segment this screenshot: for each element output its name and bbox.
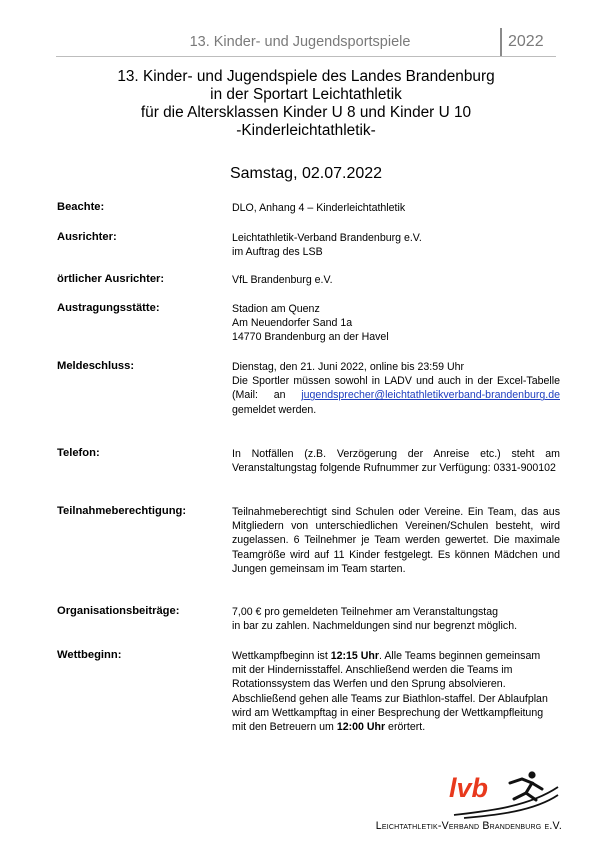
label-oertlicher-ausrichter: örtlicher Ausrichter: — [57, 273, 165, 285]
wettbeginn-start-time: 12:15 Uhr — [330, 650, 380, 662]
title-line-1: 13. Kinder- und Jugendspiele des Landes Brandenburg — [117, 68, 495, 85]
label-organisationsbeitraege: Organisationsbeiträge: — [57, 605, 180, 617]
ausrichter-line-1: Leichtathletik-Verband Brandenburg e.V. — [232, 232, 422, 244]
header-year: 2022 — [508, 33, 544, 50]
value-austragungsstaette — [232, 302, 560, 345]
lvb-logo-mark: lvb — [449, 773, 489, 803]
title-line-4: -Kinderleichtathletik- — [236, 122, 376, 139]
label-telefon: Telefon: — [57, 447, 100, 459]
wettbeginn-text-pre: Wettkampfbeginn ist — [232, 650, 331, 662]
value-telefon: In Notfällen (z.B. Verzögerung der Anreise etc.) steht am Veranstaltungstag folgende Rufnummer zur Verfügung: 0331-900102 — [232, 448, 560, 475]
wettbeginn-text-mid: . Alle Teams beginnen gemeinsam mit der Hindernisstaffel. Anschließend werden die Teams im Rotationssystem das Werfen und den Sprung absolvieren. Abschließend gehen alle Teams zur Biathlon-staffel. Der Ablaufplan wird am Wettkampftag in einer Besprechung der Wettkampfleitung mit den Betreuern um — [232, 650, 548, 734]
beitrag-line-1: 7,00 € pro gemeldeten Teilnehmer am Veranstaltungstag — [232, 606, 498, 618]
lvb-logo — [448, 767, 560, 819]
header-rule — [56, 56, 556, 57]
wettbeginn-meeting-time: 12:00 Uhr — [336, 721, 386, 734]
value-teilnahmeberechtigung: Teilnahmeberechtigt sind Schulen oder Vereine. Ein Team, das aus Mitgliedern von unterschiedlichen Vereinen/Schulen besteht, wird zugelassen. 6 Teilnehmer je Team werden gewertet. Die maximale Teamgröße wird auf 11 Kinder festgelegt. Es können Mädchen und Jungen gemeinsam im Team starten. — [232, 506, 560, 575]
label-meldeschluss: Meldeschluss: — [57, 360, 135, 372]
meldeschluss-text-pre: Die Sportler müssen sowohl in LADV und auch in der Excel-Tabelle (Mail: an — [232, 375, 560, 402]
document-title — [56, 68, 556, 140]
beitrag-line-2: in bar zu zahlen. Nachmeldungen sind nur begrenzt möglich. — [232, 620, 518, 633]
runner-icon — [510, 771, 542, 800]
venue-line-2: Am Neuendorfer Sand 1a — [232, 317, 353, 330]
meldeschluss-text-post: gemeldet werden. — [232, 403, 317, 416]
value-organisationsbeitraege — [232, 605, 560, 633]
header-divider — [500, 28, 502, 56]
logo-text: Leichtathletik-Verband Brandenburg e.V. — [375, 820, 562, 832]
label-austragungsstaette: Austragungsstätte: — [57, 302, 160, 314]
wettbeginn-text-post: erörtert. — [385, 721, 426, 734]
event-date: Samstag, 02.07.2022 — [229, 165, 383, 182]
value-beachte: DLO, Anhang 4 – Kinderleichtathletik — [232, 202, 406, 214]
meldeschluss-deadline: Dienstag, den 21. Juni 2022, online bis 23:59 Uhr — [232, 361, 465, 373]
label-wettbeginn: Wettbeginn: — [57, 649, 122, 661]
venue-line-3: 14770 Brandenburg an der Havel — [232, 331, 389, 344]
ausrichter-line-2: im Auftrag des LSB — [232, 246, 323, 259]
label-ausrichter: Ausrichter: — [57, 231, 117, 243]
header-title: 13. Kinder- und Jugendsportspiele — [189, 34, 411, 50]
title-line-3: für die Altersklassen Kinder U 8 und Kinder U 10 — [140, 104, 472, 121]
value-oertlicher-ausrichter: VfL Brandenburg e.V. — [232, 274, 333, 286]
email-link[interactable]: jugendsprecher@leichtathletikverband-brandenburg.de — [301, 389, 560, 402]
value-meldeschluss — [232, 360, 560, 417]
title-line-2: in der Sportart Leichtathletik — [210, 86, 402, 103]
value-ausrichter — [232, 231, 560, 259]
label-teilnahmeberechtigung: Teilnahmeberechtigung: — [57, 505, 187, 517]
label-beachte: Beachte: — [57, 201, 105, 213]
venue-line-1: Stadion am Quenz — [232, 303, 320, 315]
value-wettbeginn — [232, 649, 552, 734]
meldeschluss-text — [232, 374, 560, 417]
